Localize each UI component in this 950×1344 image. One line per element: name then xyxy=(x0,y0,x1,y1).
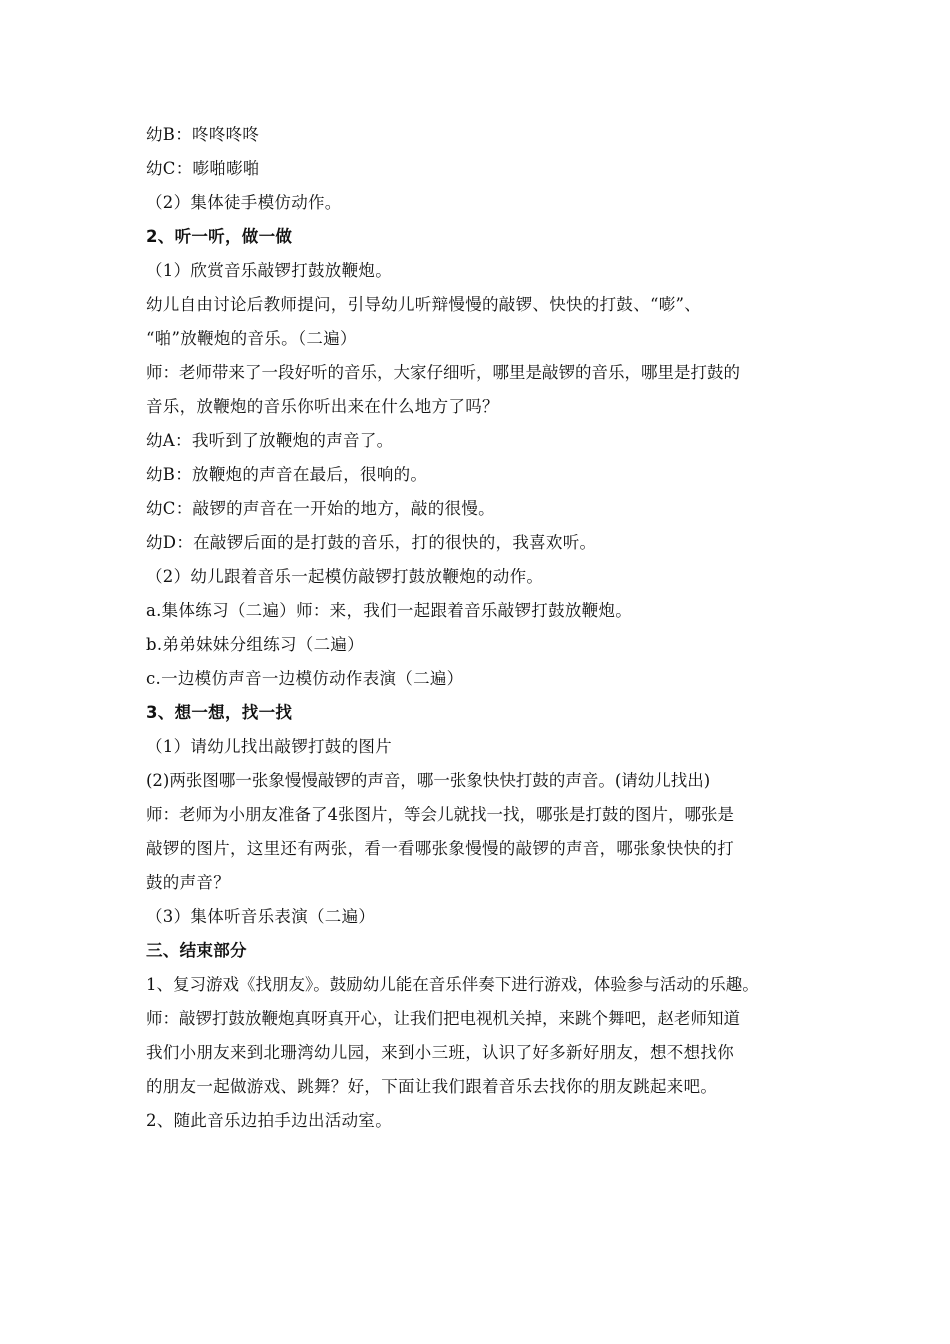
paragraph-line: 师：敲锣打鼓放鞭炮真呀真开心，让我们把电视机关掉，来跳个舞吧，赵老师知道 xyxy=(146,1009,740,1028)
document-page xyxy=(146,118,818,1138)
section-heading: 三、结束部分 xyxy=(146,941,247,960)
paragraph-line: 的朋友一起做游戏、跳舞？好，下面让我们跟着音乐去找你的朋友跳起来吧。 xyxy=(146,1077,718,1096)
paragraph-line: （2）集体徒手模仿动作。 xyxy=(146,193,342,212)
paragraph-line: （1）请幼儿找出敲锣打鼓的图片 xyxy=(146,737,392,756)
section-heading: 2、听一听，做一做 xyxy=(146,227,293,246)
paragraph-line: 敲锣的图片，这里还有两张，看一看哪张象慢慢的敲锣的声音，哪张象快快的打 xyxy=(146,839,734,858)
paragraph-line: “啪”放鞭炮的音乐。（二遍） xyxy=(146,329,357,348)
paragraph-line: 幼C：敲锣的声音在一开始的地方，敲的很慢。 xyxy=(146,499,495,518)
paragraph-line: 我们小朋友来到北珊湾幼儿园，来到小三班，认识了好多新好朋友，想不想找你 xyxy=(146,1043,734,1062)
paragraph-line: 幼D：在敲锣后面的是打鼓的音乐，打的很快的，我喜欢听。 xyxy=(146,533,597,552)
paragraph-line: b.弟弟妹妹分组练习（二遍） xyxy=(146,635,365,654)
paragraph-line: 鼓的声音？ xyxy=(146,873,230,892)
paragraph-line: （1）欣赏音乐敲锣打鼓放鞭炮。 xyxy=(146,261,392,280)
paragraph-line: (2)两张图哪一张象慢慢敲锣的声音，哪一张象快快打鼓的声音。(请幼儿找出) xyxy=(146,771,711,790)
paragraph-line: 幼B：咚咚咚咚 xyxy=(146,125,260,144)
section-heading: 3、想一想，找一找 xyxy=(146,703,293,722)
paragraph-line: 幼A：我听到了放鞭炮的声音了。 xyxy=(146,431,394,450)
paragraph-line: （3）集体听音乐表演（二遍） xyxy=(146,907,376,926)
paragraph-line: 1、复习游戏《找朋友》。鼓励幼儿能在音乐伴奏下进行游戏，体验参与活动的乐趣。 xyxy=(146,975,759,994)
paragraph-line: 师：老师带来了一段好听的音乐，大家仔细听，哪里是敲锣的音乐，哪里是打鼓的 xyxy=(146,363,740,382)
paragraph-line: 音乐，放鞭炮的音乐你听出来在什么地方了吗？ xyxy=(146,397,499,416)
paragraph-line: （2）幼儿跟着音乐一起模仿敲锣打鼓放鞭炮的动作。 xyxy=(146,567,544,586)
paragraph-line: 幼B：放鞭炮的声音在最后，很响的。 xyxy=(146,465,428,484)
paragraph-line: 幼C：嘭啪嘭啪 xyxy=(146,159,260,178)
paragraph-line: c.一边模仿声音一边模仿动作表演（二遍） xyxy=(146,669,464,688)
paragraph-line: 2、随此音乐边拍手边出活动室。 xyxy=(146,1111,392,1130)
paragraph-line: 师：老师为小朋友准备了4张图片，等会儿就找一找，哪张是打鼓的图片，哪张是 xyxy=(146,805,734,824)
paragraph-line: a.集体练习（二遍）师：来，我们一起跟着音乐敲锣打鼓放鞭炮。 xyxy=(146,601,633,620)
paragraph-line: 幼儿自由讨论后教师提问，引导幼儿听辩慢慢的敲锣、快快的打鼓、“嘭”、 xyxy=(146,295,702,314)
